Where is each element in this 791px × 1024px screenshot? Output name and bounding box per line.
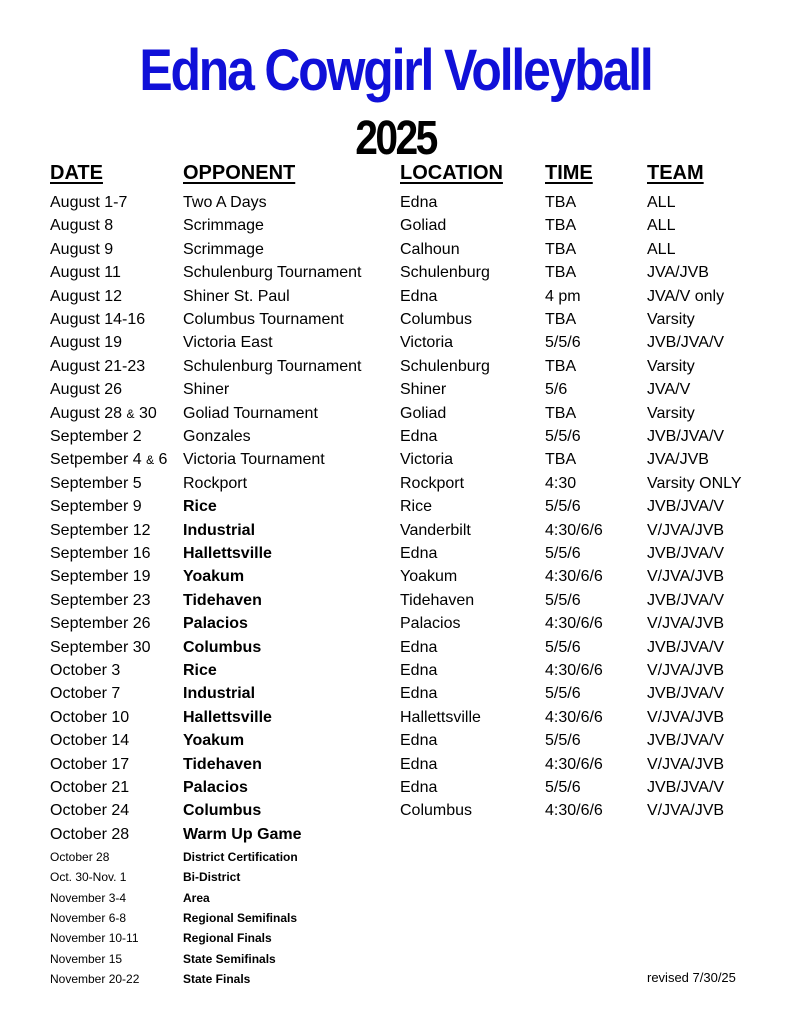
header-location: LOCATION xyxy=(400,162,503,184)
game-location: Edna xyxy=(400,638,438,656)
game-time: 4:30/6/6 xyxy=(545,615,603,633)
playoff-round: District Certification xyxy=(183,850,298,864)
game-location: Columbus xyxy=(400,311,473,328)
game-time: 4:30 xyxy=(545,474,577,492)
playoff-round: State Finals xyxy=(183,971,251,986)
header-time: TIME xyxy=(545,162,593,184)
game-team: Varsity xyxy=(647,357,695,375)
game-date: August 11 xyxy=(50,264,121,282)
table-row xyxy=(0,402,791,425)
game-team: Varsity ONLY xyxy=(647,474,742,492)
game-date: August 9 xyxy=(50,240,114,258)
game-opponent: Schulenburg Tournament xyxy=(183,264,362,282)
game-team: JVB/JVA/V xyxy=(647,638,725,656)
game-location: Goliad xyxy=(400,404,447,422)
game-opponent: Shiner xyxy=(183,381,230,399)
playoff-date: November 3-4 xyxy=(50,890,127,905)
table-row xyxy=(0,776,791,799)
game-date: August 21-23 xyxy=(50,357,146,375)
table-row xyxy=(0,565,791,588)
game-location: Palacios xyxy=(400,615,461,633)
game-time: 5/5/6 xyxy=(545,591,581,609)
game-team: JVB/JVA/V xyxy=(647,685,725,703)
table-row xyxy=(0,448,791,471)
game-location: Edna xyxy=(400,662,438,679)
game-location: Hallettsville xyxy=(400,708,481,726)
game-opponent: Columbus xyxy=(183,638,262,656)
table-row xyxy=(0,378,791,401)
table-row xyxy=(0,238,791,261)
table-row xyxy=(0,355,791,378)
game-team: V/JVA/JVB xyxy=(647,755,725,773)
table-row xyxy=(0,729,791,752)
game-team: ALL xyxy=(647,217,676,235)
game-date: October 28 xyxy=(50,825,130,843)
table-row xyxy=(0,636,791,659)
game-opponent: Goliad Tournament xyxy=(183,404,318,422)
game-team: JVB/JVA/V xyxy=(647,732,725,750)
game-date-amp: & xyxy=(126,406,135,421)
game-location: Shiner xyxy=(400,381,447,399)
game-location: Victoria xyxy=(400,334,454,352)
game-date-part: 30 xyxy=(134,404,157,422)
game-opponent: Palacios xyxy=(183,779,248,796)
game-location: Edna xyxy=(400,755,438,773)
game-team: JVB/JVA/V xyxy=(647,334,725,352)
game-time: 4:30/6/6 xyxy=(545,802,603,820)
game-team: JVA/JVB xyxy=(647,451,709,469)
game-time: 4:30/6/6 xyxy=(545,755,603,773)
game-location: Calhoun xyxy=(400,240,460,258)
game-date: August 8 xyxy=(50,217,114,235)
game-team: V/JVA/JVB xyxy=(647,662,725,679)
table-row xyxy=(0,542,791,565)
playoff-date: November 10-11 xyxy=(50,931,139,946)
playoff-date: Oct. 30-Nov. 1 xyxy=(50,870,127,885)
game-date: September 9 xyxy=(50,498,142,516)
game-location: Schulenburg xyxy=(400,264,490,282)
game-date: September 26 xyxy=(50,615,151,633)
game-opponent: Rockport xyxy=(183,474,248,492)
game-opponent: Rice xyxy=(183,498,217,516)
revised-note: revised 7/30/25 xyxy=(647,970,736,985)
game-opponent: Scrimmage xyxy=(183,217,264,235)
game-date: September 5 xyxy=(50,474,142,492)
playoff-round: Area xyxy=(183,890,210,905)
game-opponent: Victoria East xyxy=(183,334,273,352)
game-opponent: Yoakum xyxy=(183,568,245,586)
playoff-round: Regional Semifinals xyxy=(183,910,298,925)
game-team: JVA/JVB xyxy=(647,264,709,282)
game-opponent: Two A Days xyxy=(183,194,267,211)
game-time: 5/5/6 xyxy=(545,732,581,750)
game-date: October 3 xyxy=(50,662,121,679)
game-location: Rockport xyxy=(400,474,465,492)
game-time: 5/5/6 xyxy=(545,334,581,352)
game-location: Victoria xyxy=(400,451,454,469)
game-location: Edna xyxy=(400,194,438,211)
table-row xyxy=(0,331,791,354)
game-opponent: Scrimmage xyxy=(183,240,264,258)
playoff-round: State Semifinals xyxy=(183,951,276,966)
game-date: September 23 xyxy=(50,591,151,609)
page-title: Edna Cowgirl Volleyball xyxy=(139,38,652,103)
game-date-part: 6 xyxy=(154,451,168,469)
game-team: Varsity xyxy=(647,404,695,422)
game-location: Goliad xyxy=(400,217,447,235)
game-time: 5/5/6 xyxy=(545,428,581,445)
game-location: Columbus xyxy=(400,802,473,820)
game-opponent: Warm Up Game xyxy=(183,825,302,843)
game-date: October 21 xyxy=(50,779,130,796)
game-date: August 1-7 xyxy=(50,194,128,211)
table-row xyxy=(0,799,791,822)
table-row xyxy=(0,191,791,214)
game-team: JVA/V only xyxy=(647,287,725,305)
game-opponent: Hallettsville xyxy=(183,708,272,726)
game-team: V/JVA/JVB xyxy=(647,568,725,586)
game-location: Yoakum xyxy=(400,568,458,586)
game-time: TBA xyxy=(545,357,577,375)
game-date: October 14 xyxy=(50,732,130,750)
game-time: 5/5/6 xyxy=(545,498,581,516)
game-date: September 2 xyxy=(50,428,142,445)
game-time: 4:30/6/6 xyxy=(545,708,603,726)
game-location: Edna xyxy=(400,287,438,305)
table-row xyxy=(0,519,791,542)
game-date: September 30 xyxy=(50,638,151,656)
game-time: TBA xyxy=(545,240,577,258)
game-opponent: Rice xyxy=(183,662,217,679)
playoff-date: October 28 xyxy=(50,850,110,864)
game-date: August 12 xyxy=(50,287,123,305)
game-team: V/JVA/JVB xyxy=(647,708,725,726)
game-date: August 19 xyxy=(50,334,123,352)
playoff-round: Regional Finals xyxy=(183,931,272,946)
game-time: TBA xyxy=(545,194,577,211)
game-location: Tidehaven xyxy=(400,591,475,609)
table-row xyxy=(0,261,791,284)
game-time: 5/5/6 xyxy=(545,638,581,656)
table-row xyxy=(0,285,791,308)
game-date: August 14-16 xyxy=(50,311,146,328)
game-date: September 16 xyxy=(50,545,151,562)
table-row xyxy=(0,589,791,612)
playoff-date: November 6-8 xyxy=(50,910,127,925)
game-team: Varsity xyxy=(647,311,695,328)
game-time: TBA xyxy=(545,311,577,328)
header-team: TEAM xyxy=(647,162,704,184)
table-row xyxy=(0,706,791,729)
table-row xyxy=(0,682,791,705)
game-time: 4:30/6/6 xyxy=(545,521,603,539)
game-location: Rice xyxy=(400,498,433,516)
game-date: September 19 xyxy=(50,568,151,586)
table-row xyxy=(0,823,791,846)
game-date: October 17 xyxy=(50,755,130,773)
game-team: JVB/JVA/V xyxy=(647,591,725,609)
table-row xyxy=(0,214,791,237)
game-team: V/JVA/JVB xyxy=(647,521,725,539)
game-opponent: Yoakum xyxy=(183,732,245,750)
game-date xyxy=(50,448,167,472)
game-team: JVA/V xyxy=(647,381,691,399)
game-time: TBA xyxy=(545,404,577,422)
game-opponent: Industrial xyxy=(183,685,256,703)
game-opponent: Columbus xyxy=(183,802,262,820)
game-location: Schulenburg xyxy=(400,357,490,375)
header-date: DATE xyxy=(50,162,103,184)
season-year: 2025 xyxy=(355,112,436,165)
game-date: September 12 xyxy=(50,521,151,539)
game-date-part: August 28 xyxy=(50,404,127,422)
game-location: Edna xyxy=(400,685,438,703)
table-row xyxy=(0,753,791,776)
table-row xyxy=(0,495,791,518)
table-row xyxy=(0,472,791,495)
playoff-date: November 15 xyxy=(50,951,123,966)
game-time: 4:30/6/6 xyxy=(545,662,603,679)
game-team: JVB/JVA/V xyxy=(647,498,725,516)
game-time: 5/5/6 xyxy=(545,779,581,796)
game-time: 4:30/6/6 xyxy=(545,568,603,586)
header-opponent: OPPONENT xyxy=(183,162,296,184)
game-time: 5/5/6 xyxy=(545,545,581,562)
game-time: TBA xyxy=(545,264,577,282)
game-date-amp: & xyxy=(146,453,155,468)
table-row xyxy=(0,425,791,448)
game-time: TBA xyxy=(545,217,577,235)
game-location: Edna xyxy=(400,779,438,796)
game-opponent: Hallettsville xyxy=(183,545,272,562)
game-opponent: Schulenburg Tournament xyxy=(183,357,362,375)
game-team: ALL xyxy=(647,194,676,211)
game-time: 4 pm xyxy=(545,287,581,305)
game-date xyxy=(50,402,157,426)
table-header xyxy=(0,162,791,185)
game-time: 5/6 xyxy=(545,381,568,399)
table-row xyxy=(0,659,791,682)
game-team: V/JVA/JVB xyxy=(647,615,725,633)
game-date-part: Setpember 4 xyxy=(50,451,147,469)
game-location: Vanderbilt xyxy=(400,521,471,539)
game-opponent: Gonzales xyxy=(183,428,251,445)
table-row xyxy=(0,612,791,635)
game-date: August 26 xyxy=(50,381,123,399)
game-date: October 24 xyxy=(50,802,130,820)
game-opponent: Columbus Tournament xyxy=(183,311,344,328)
game-team: JVB/JVA/V xyxy=(647,428,725,445)
game-time: 5/5/6 xyxy=(545,685,581,703)
game-date: October 7 xyxy=(50,685,121,703)
playoff-round: Bi-District xyxy=(183,870,241,885)
table-row xyxy=(0,308,791,331)
game-opponent: Victoria Tournament xyxy=(183,451,325,469)
game-opponent: Tidehaven xyxy=(183,591,262,609)
game-team: JVB/JVA/V xyxy=(647,779,725,796)
game-location: Edna xyxy=(400,545,438,562)
game-location: Edna xyxy=(400,732,438,750)
game-opponent: Shiner St. Paul xyxy=(183,287,290,305)
playoff-date: November 20-22 xyxy=(50,971,140,986)
game-team: ALL xyxy=(647,240,676,258)
game-opponent: Palacios xyxy=(183,615,248,633)
game-opponent: Tidehaven xyxy=(183,755,262,773)
game-date: October 10 xyxy=(50,708,130,726)
game-location: Edna xyxy=(400,428,438,445)
game-team: JVB/JVA/V xyxy=(647,545,725,562)
game-opponent: Industrial xyxy=(183,521,256,539)
game-time: TBA xyxy=(545,451,577,469)
game-team: V/JVA/JVB xyxy=(647,802,725,820)
